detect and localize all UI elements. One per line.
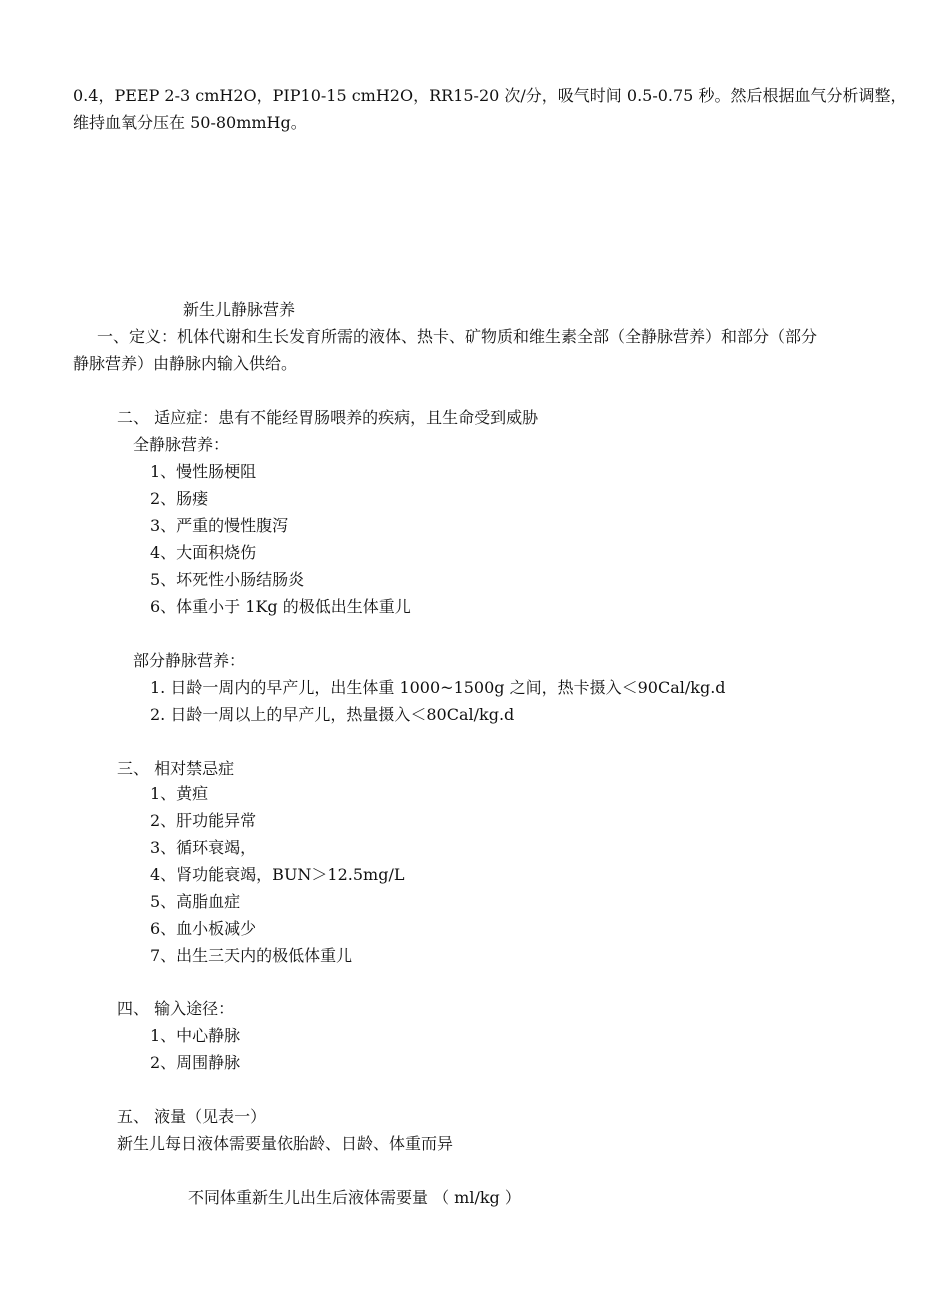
contraindication-item: 2、肝功能异常: [150, 811, 257, 830]
partial-pn-label: 部分静脉营养：: [133, 651, 246, 670]
contraindication-item: 5、高脂血症: [150, 892, 241, 911]
total-pn-item: 2、肠瘘: [150, 489, 209, 508]
total-pn-label: 全静脉营养：: [133, 435, 230, 454]
document-title: 新生儿静脉营养: [183, 300, 296, 319]
total-pn-item: 4、大面积烧伤: [150, 543, 257, 562]
total-pn-item: 1、慢性肠梗阻: [150, 462, 257, 481]
contraindication-item: 1、黄疸: [150, 784, 209, 803]
fluid-heading: 五、 液量（见表一）: [117, 1107, 267, 1126]
route-item: 2、周围静脉: [150, 1053, 241, 1072]
intro-line-2: 维持血氧分压在 50-80mmHg。: [73, 113, 307, 132]
fluid-text: 新生儿每日液体需要量依胎龄、日龄、体重而异: [117, 1134, 454, 1153]
contraindication-item: 4、肾功能衰竭，BUN＞12.5mg/L: [150, 865, 405, 884]
contraindication-item: 3、循环衰竭，: [150, 838, 257, 857]
total-pn-item: 5、坏死性小肠结肠炎: [150, 570, 305, 589]
routes-heading: 四、 输入途径：: [117, 999, 235, 1018]
intro-line-1: 0.4，PEEP 2-3 cmH2O，PIP10-15 cmH2O，RR15-20 次/分，吸气时间 0.5-0.75 秒。然后根据血气分析调整，: [73, 86, 907, 105]
partial-pn-item: 2. 日龄一周以上的早产儿，热量摄入＜80Cal/kg.d: [150, 705, 515, 724]
indications-heading: 二、 适应症：患有不能经胃肠喂养的疾病，且生命受到威胁: [117, 408, 539, 427]
contraindications-heading: 三、 相对禁忌症: [117, 759, 235, 778]
total-pn-item: 3、严重的慢性腹泻: [150, 516, 289, 535]
total-pn-item: 6、体重小于 1Kg 的极低出生体重儿: [150, 597, 411, 616]
table-caption: 不同体重新生儿出生后液体需要量 （ ml/kg ）: [188, 1188, 521, 1207]
definition-line-1: 一、定义：机体代谢和生长发育所需的液体、热卡、矿物质和维生素全部（全静脉营养）和部分（部分: [97, 327, 818, 346]
partial-pn-item: 1. 日龄一周内的早产儿，出生体重 1000~1500g 之间，热卡摄入＜90Cal/kg.d: [150, 678, 726, 697]
definition-line-2: 静脉营养）由静脉内输入供给。: [73, 354, 298, 373]
route-item: 1、中心静脉: [150, 1026, 241, 1045]
contraindication-item: 7、出生三天内的极低体重儿: [150, 946, 353, 965]
contraindication-item: 6、血小板减少: [150, 919, 257, 938]
